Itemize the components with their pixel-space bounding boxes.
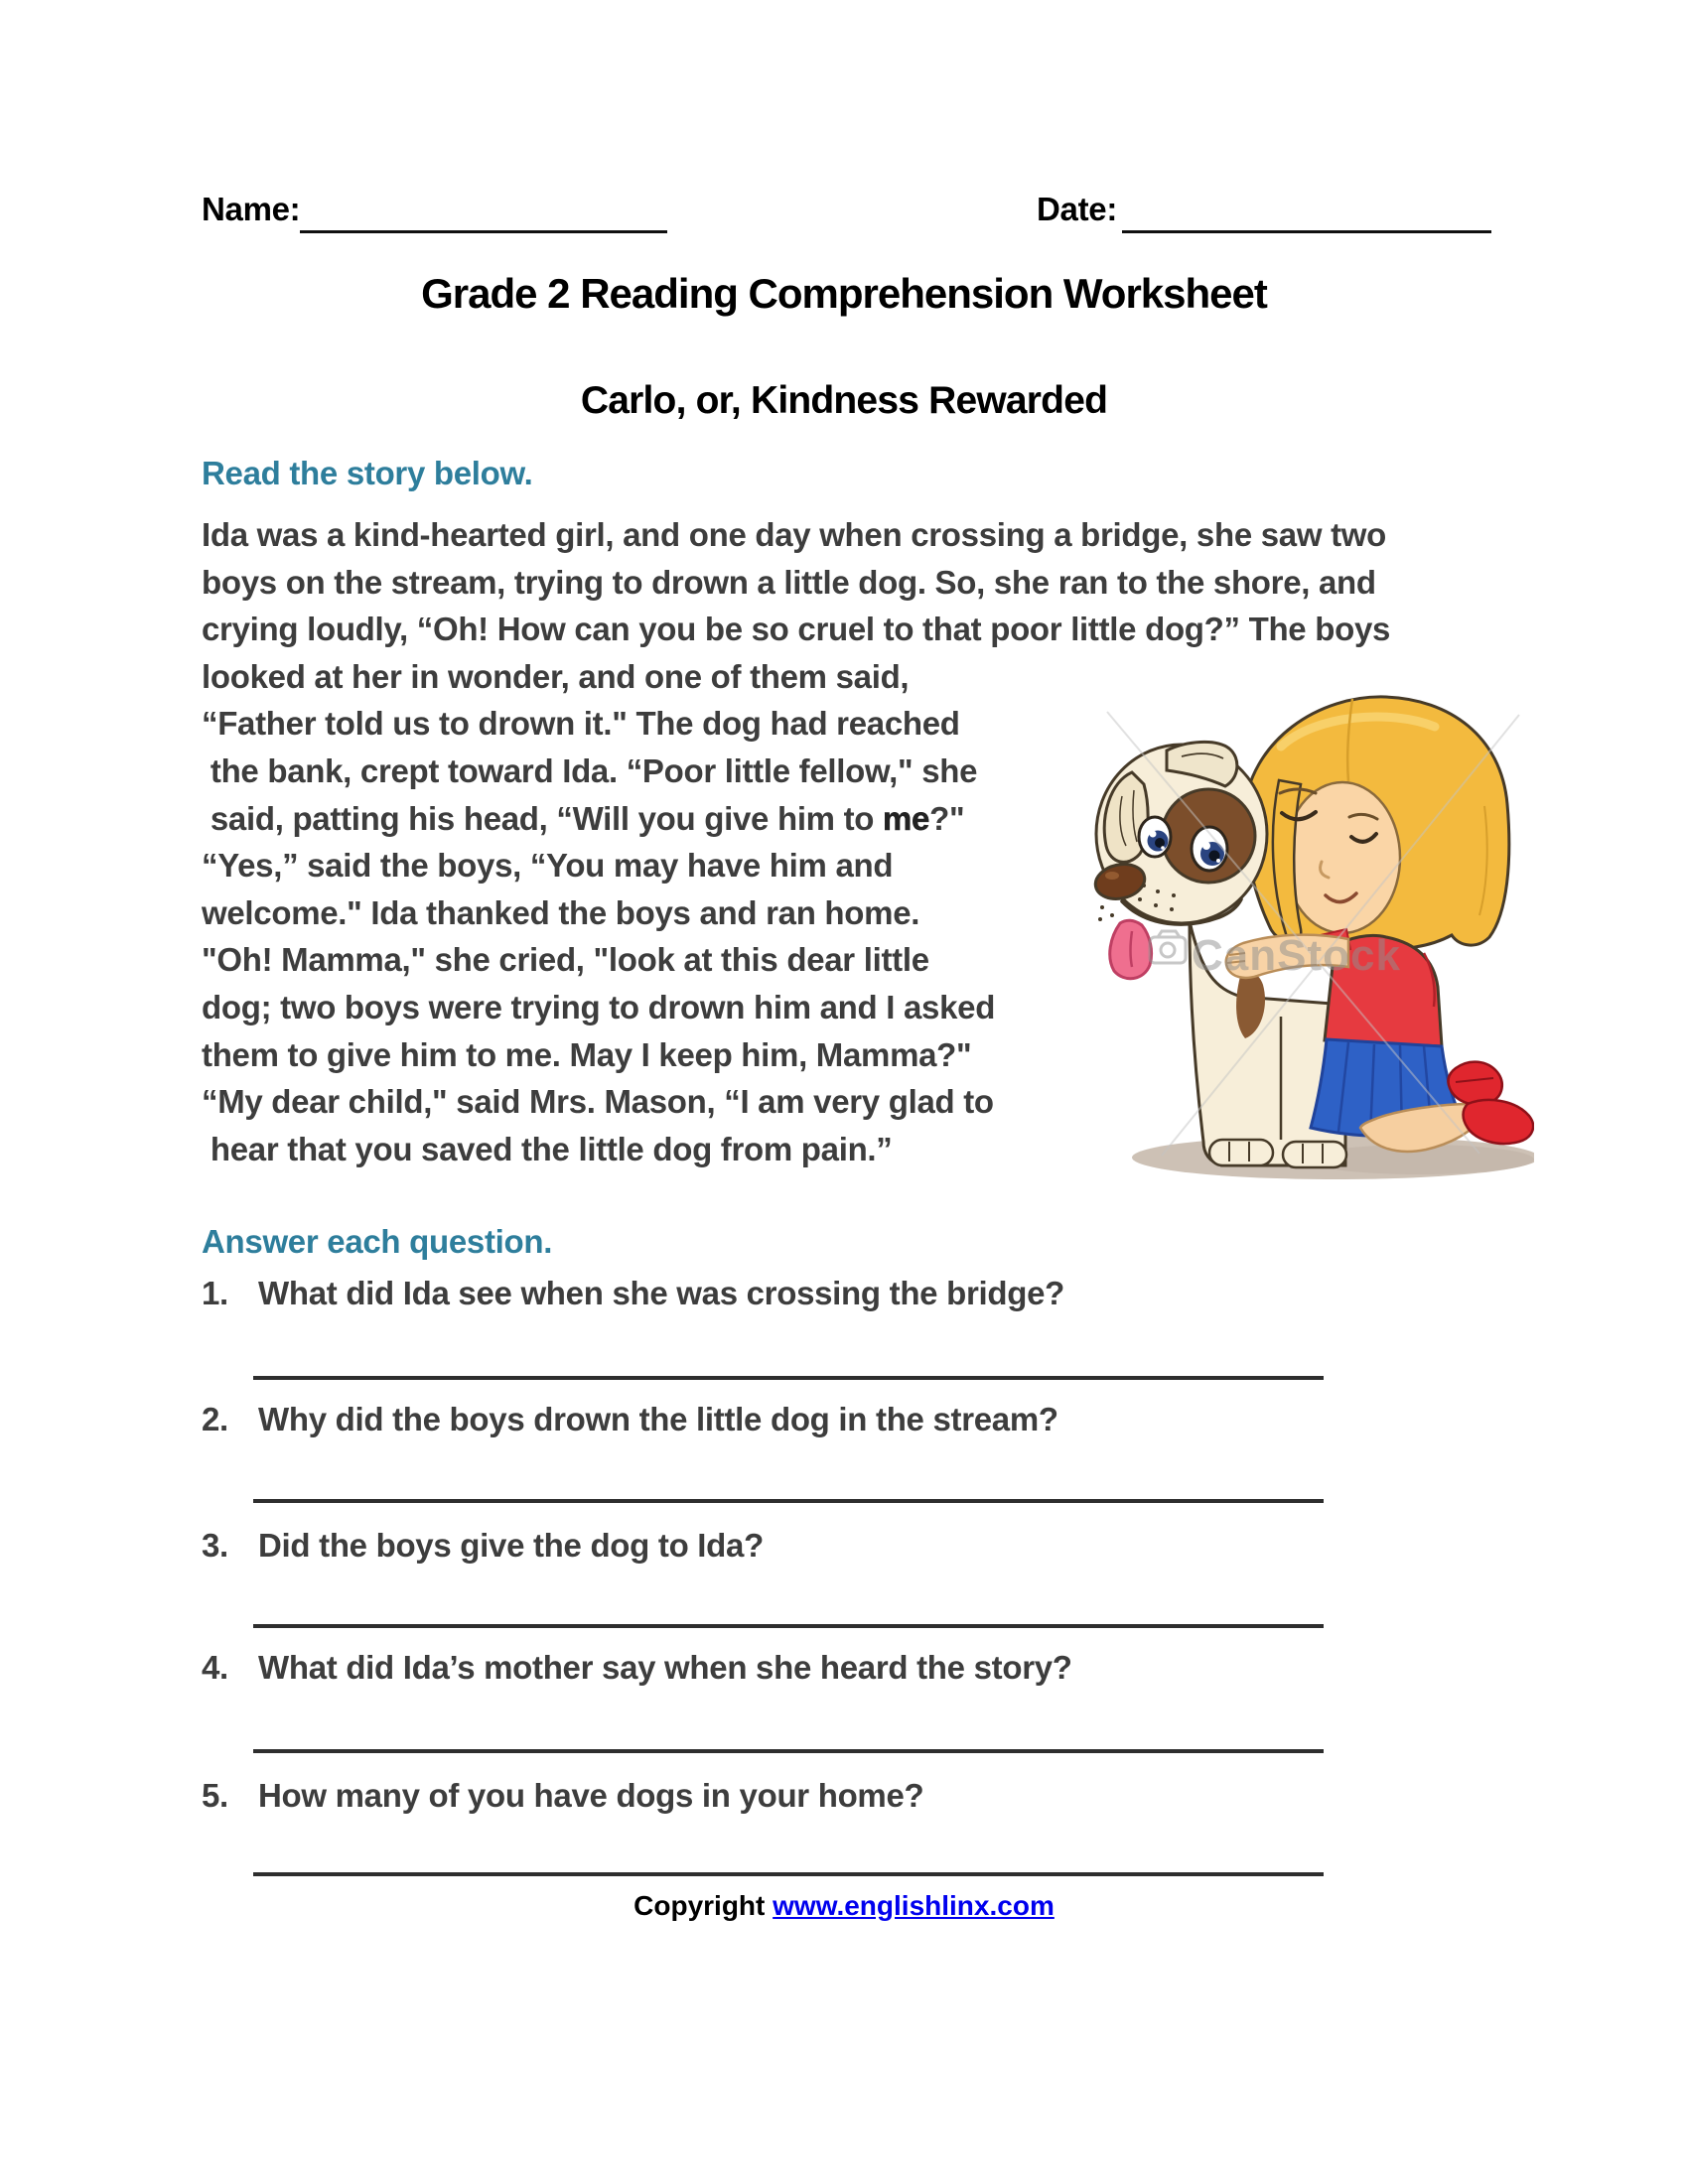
copyright-label: Copyright: [633, 1890, 774, 1921]
watermark-text: CanStock: [1192, 931, 1401, 980]
answer-blank-line: [253, 1499, 1324, 1503]
question-item: [202, 1777, 923, 1815]
story-line: “Father told us to drown it." The dog had reached: [202, 705, 960, 743]
story-line: Ida was a kind-hearted girl, and one day when crossing a bridge, she saw two: [202, 516, 1386, 553]
story-emphasis: me: [883, 799, 930, 837]
footer-copyright: [0, 1890, 1688, 1922]
story-line: boys on the stream, trying to drown a little dog. So, she ran to the shore, and: [202, 563, 1376, 601]
story-title: Carlo, or, Kindness Rewarded: [580, 379, 1108, 422]
story-line-text: ?": [929, 799, 965, 837]
question-text: Did the boys give the dog to Ida?: [258, 1527, 764, 1564]
question-number: 4.: [202, 1649, 228, 1686]
worksheet-title: Grade 2 Reading Comprehension Worksheet: [421, 270, 1267, 317]
story-line: dog; two boys were trying to drown him and I asked: [202, 988, 996, 1025]
date-blank-line: [1122, 195, 1491, 233]
story-illustration: [1092, 687, 1534, 1183]
question-item: [202, 1275, 1064, 1312]
answer-blank-line: [253, 1749, 1324, 1753]
question-text: What did Ida’s mother say when she heard the story?: [258, 1649, 1072, 1686]
answer-blank-line: [253, 1624, 1324, 1628]
questions-instruction: Answer each question.: [202, 1223, 553, 1260]
story-line: the bank, crept toward Ida. “Poor little fellow," she: [202, 751, 978, 789]
name-blank-line: [300, 195, 667, 233]
name-label: Name:: [202, 191, 301, 227]
question-number: 5.: [202, 1777, 228, 1814]
answer-blank-line: [253, 1872, 1324, 1876]
copyright-link[interactable]: www.englishlinx.com: [773, 1890, 1055, 1921]
question-item: [202, 1401, 1058, 1438]
camera-icon: [1150, 931, 1186, 963]
question-text: How many of you have dogs in your home?: [258, 1777, 924, 1814]
story-line: looked at her in wonder, and one of them said,: [202, 657, 910, 695]
story-line: hear that you saved the little dog from pain.”: [202, 1130, 893, 1167]
question-item: [202, 1649, 1072, 1687]
question-text: Why did the boys drown the little dog in the stream?: [258, 1401, 1058, 1437]
question-number: 3.: [202, 1527, 228, 1564]
answer-blank-line: [253, 1376, 1324, 1380]
story-line: them to give him to me. May I keep him, Mamma?": [202, 1035, 972, 1073]
story-line: crying loudly, “Oh! How can you be so cruel to that poor little dog?” The boys: [202, 611, 1391, 648]
story-line: “My dear child," said Mrs. Mason, “I am very glad to: [202, 1083, 994, 1121]
story-line: “Yes,” said the boys, “You may have him and: [202, 847, 894, 885]
question-text: What did Ida see when she was crossing the bridge?: [258, 1275, 1064, 1311]
story-line-text: said, patting his head, “Will you give him to: [202, 799, 884, 837]
story-line: welcome." Ida thanked the boys and ran home.: [202, 893, 920, 931]
question-number: 1.: [202, 1275, 228, 1311]
question-number: 2.: [202, 1401, 228, 1437]
story-instruction: Read the story below.: [202, 455, 533, 491]
question-item: [202, 1527, 764, 1565]
story-line: "Oh! Mamma," she cried, "look at this dear little: [202, 941, 929, 979]
date-label: Date:: [1037, 191, 1118, 227]
